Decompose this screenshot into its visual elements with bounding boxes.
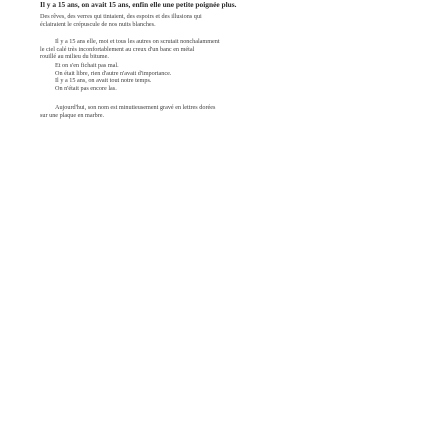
stanza bbox=[55, 62, 415, 92]
text-line: le ciel calé très inconfortablement au creux d'un banc en métal bbox=[40, 45, 195, 53]
opening-line: Il y a 15 ans, on avait 15 ans, enfin elle une petite poignée plus. bbox=[40, 0, 237, 9]
text-line: Aujourd'hui, son nom est minutieusement gravé en lettres dorées bbox=[55, 104, 216, 111]
text-line: Des rêves, des verres qui tintaient, des espoirs et des illusions qui bbox=[40, 13, 202, 20]
paragraph-1 bbox=[40, 13, 415, 28]
stanza-line: Et on s'en fichait pas mal. bbox=[55, 62, 119, 69]
paragraph-4 bbox=[40, 104, 415, 119]
text-line: rouillé au milieu du bitume. bbox=[40, 53, 109, 61]
paragraph-2 bbox=[40, 38, 415, 61]
text-line: Il y a 15 ans elle, moi et tous les autres on scrutait nonchalamment bbox=[55, 38, 220, 45]
stanza-line: On n'était pas encore las. bbox=[55, 84, 117, 92]
text-line: éclairaient le crépuscule de nos nuits blanches. bbox=[40, 20, 156, 28]
text-line: sur une plaque en marbre. bbox=[40, 111, 105, 119]
stanza-line: On était libre, rien d'autre n'avait d'importance. bbox=[55, 69, 172, 77]
stanza-line: Il y a 15 ans, on avait tout notre temps. bbox=[55, 77, 152, 85]
